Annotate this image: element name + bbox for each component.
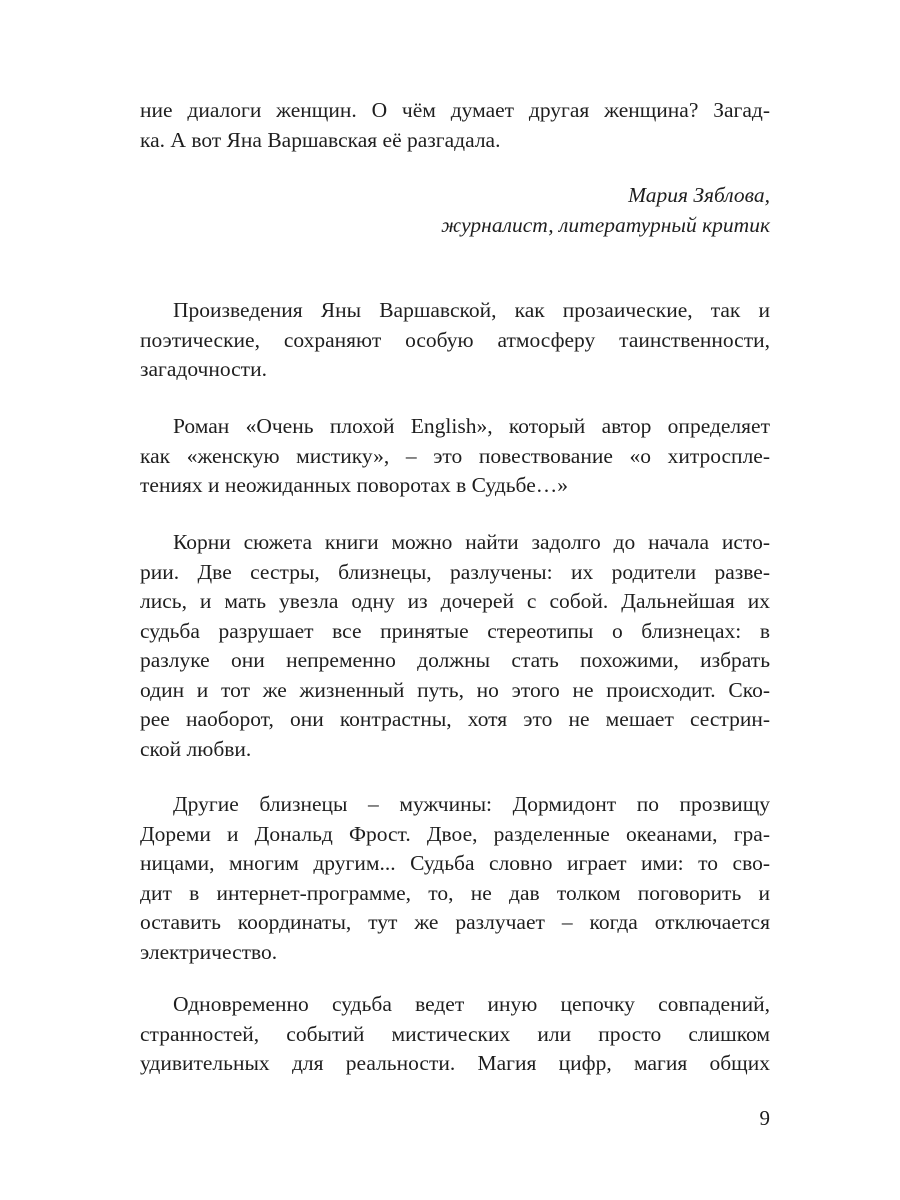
text-line: рее наоборот, они контрастны, хотя это не мешает сестрин- — [140, 707, 770, 731]
paragraph — [140, 990, 770, 1079]
text-line: Корни сюжета книги можно найти задолго до начала исто- — [173, 530, 770, 554]
text-line: Произведения Яны Варшавской, как прозаические, так и — [173, 298, 770, 322]
text-line: Другие близнецы – мужчины: Дормидонт по прозвищу — [173, 792, 770, 816]
text-line: оставить координаты, тут же разлучает – когда отключается — [140, 910, 770, 934]
text-line: один и тот же жизненный путь, но этого не происходит. Ско- — [140, 677, 770, 702]
text-line: как «женскую мистику», – это повествование «о хитроспле- — [140, 443, 770, 468]
paragraph — [140, 296, 770, 385]
intro-paragraph — [140, 96, 770, 155]
text-line: рии. Две сестры, близнецы, разлучены: их родители разве- — [140, 559, 770, 584]
review-signature — [441, 180, 770, 240]
text-line: электричество. — [140, 939, 278, 964]
paragraph — [140, 528, 770, 764]
text-line: ской любви. — [140, 736, 252, 761]
text-line: странностей, событий мистических или просто слишком — [140, 1021, 770, 1046]
text-line: дит в интернет-программе, то, не дав толком поговорить и — [140, 880, 770, 905]
text-line: удивительных для реальности. Магия цифр, магия общих — [140, 1051, 770, 1075]
text-line: ницами, многим другим... Судьба словно играет ими: то сво- — [140, 851, 770, 875]
text-line: поэтические, сохраняют особую атмосферу таинственности, — [140, 327, 770, 352]
text-line: Роман «Очень плохой English», который автор определяет — [173, 414, 770, 438]
text-line: разлуке они непременно должны стать похожими, избрать — [140, 648, 770, 672]
text-line: тениях и неожиданных поворотах в Судьбе…» — [140, 473, 569, 497]
text-line: ка. А вот Яна Варшавская её разгадала. — [140, 127, 501, 152]
text-line: судьба разрушает все принятые стереотипы о близнецах: в — [140, 618, 770, 643]
text-line: лись, и мать увезла одну из дочерей с собой. Дальнейшая их — [140, 589, 770, 613]
paragraph — [140, 790, 770, 967]
text-line: ние диалоги женщин. О чём думает другая женщина? Загад- — [140, 98, 770, 122]
signature-name: Мария Зяблова, — [628, 183, 770, 207]
signature-role: журналист, литературный критик — [441, 213, 770, 237]
text-line: Одновременно судьба ведет иную цепочку совпадений, — [173, 992, 770, 1016]
text-line: Дореми и Дональд Фрост. Двое, разделенные океанами, гра- — [140, 821, 770, 846]
page-number: 9 — [759, 1106, 770, 1130]
text-line: загадочности. — [140, 357, 267, 381]
paragraph — [140, 412, 770, 501]
